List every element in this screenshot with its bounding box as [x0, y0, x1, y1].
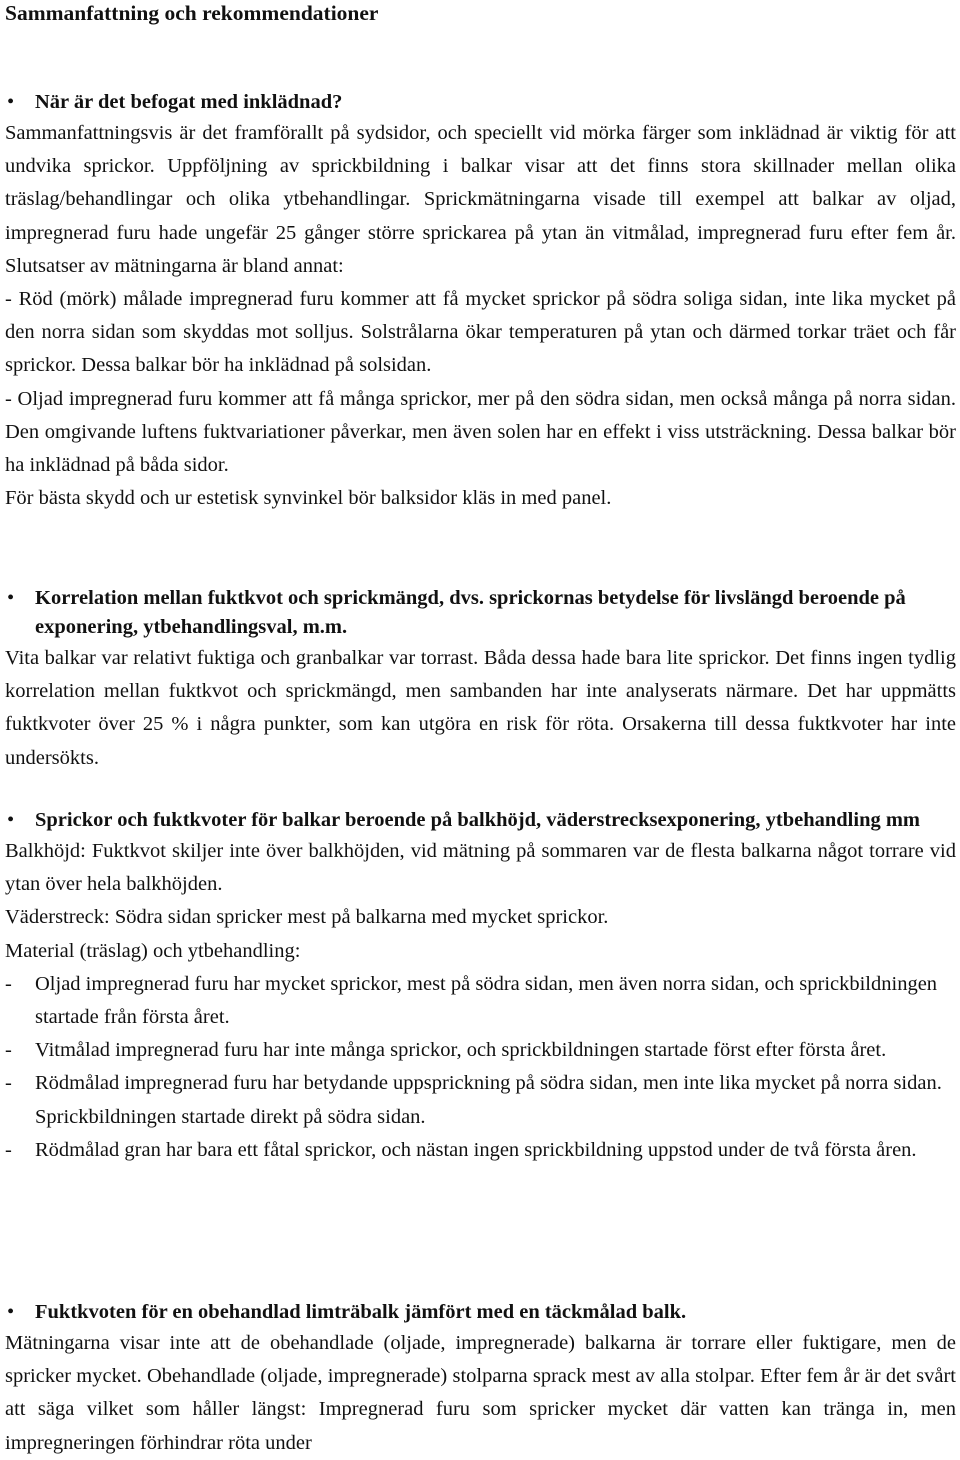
section-fuktkvot-limtra [5, 1298, 956, 1460]
list-item-text: Rödmålad impregnerad furu har betydande uppsprickning på södra sidan, men inte lika mycket på norra sidan. Sprickbildningen startade direkt på södra sidan. [35, 1072, 942, 1128]
section-korrelation [5, 584, 956, 775]
paragraph: Sammanfattningsvis är det framförallt på sydsidor, och speciellt vid mörka färger som inklädnad är viktig för att undvika sprickor. Uppföljning av sprickbildning i balkar visar att det finns stora skillnader mellan olika träslag/behandlingar och olika ytbehandlingar. Sprickmätningarna visade till exempel att balkar av oljad, impregnerad furu hade ungefär 25 gånger större sprickarea på ytan än vitmålad, impregnerad furu efter fem år. Slutsatser av mätningarna är bland annat: [5, 122, 956, 277]
bullet-icon: • [7, 587, 15, 609]
list-item-text: Oljad impregnerad furu har mycket sprickor, mest på södra sidan, men även norra sidan, och sprickbildningen startade från första året. [35, 972, 938, 1029]
bullet-icon: • [7, 809, 15, 831]
list-item [5, 1134, 956, 1167]
list-item [5, 968, 956, 1034]
list-item-text: Vitmålad impregnerad furu har inte många sprickor, och sprickbildningen startade först efter första året. [35, 1039, 887, 1062]
section-heading [5, 1298, 956, 1327]
paragraph: Väderstreck: Södra sidan spricker mest på balkarna med mycket sprickor. [5, 906, 609, 929]
section-heading-text: Sprickor och fuktkvoter för balkar beroende på balkhöjd, väderstrecksexponering, ytbehandling mm [35, 809, 921, 831]
paragraph: Material (träslag) och ytbehandling: [5, 939, 301, 962]
section-heading [5, 806, 956, 835]
list-item-text: Rödmålad gran har bara ett fåtal sprickor, och nästan ingen sprickbildning uppstod under de två första åren. [35, 1138, 917, 1161]
paragraph: Vita balkar var relativt fuktiga och granbalkar var torrast. Båda dessa hade bara lite sprickor. Det finns ingen tydlig korrelation mellan fuktkvot och sprickmängd, men sambanden har inte analyserats närmare. Det har uppmätts fuktkvoter över 25 % i några punkter, som kan utgöra en risk för röta. Orsakerna till dessa fuktkvoter har inte undersökts. [5, 647, 956, 769]
paragraph: - Oljad impregnerad furu kommer att få många sprickor, mer på den södra sidan, men också många på norra sidan. Den omgivande luftens fuktvariationer påverkar, men även solen har en effekt i viss utsträckning. Dessa balkar bör ha inklädnad på båda sidor. [5, 387, 956, 477]
dash-marker: - [5, 1138, 12, 1161]
page-title: Sammanfattning och rekommendationer [5, 1, 379, 25]
section-heading-text: Fuktkvoten för en obehandlad limträbalk jämfört med en täckmålad balk. [35, 1301, 687, 1323]
dash-marker: - [5, 972, 12, 995]
section-inkladnad [5, 88, 956, 515]
dash-marker: - [5, 1039, 12, 1062]
list-item [5, 1067, 956, 1133]
list-item [5, 1034, 956, 1067]
section-heading-text: Korrelation mellan fuktkvot och sprickmängd, dvs. sprickornas betydelse för livslängd beroende på exponering, ytbehandlingsval, m.m. [35, 587, 906, 638]
section-heading [5, 88, 956, 117]
dash-marker: - [5, 1072, 12, 1095]
section-heading [5, 584, 956, 642]
bullet-icon: • [7, 1301, 15, 1323]
section-heading-text: När är det befogat med inklädnad? [35, 91, 343, 113]
section-balkhojd [5, 806, 956, 1167]
paragraph: För bästa skydd och ur estetisk synvinkel bör balksidor kläs in med panel. [5, 487, 612, 510]
paragraph: Mätningarna visar inte att de obehandlade (oljade, impregnerade) balkarna är torrare eller fuktigare, men de spricker mycket. Obehandlade (oljade, impregnerade) stolparna sprack mest av alla stolpar. Efter fem år är det svårt att säga vilket som håller längst: Impregnerad furu som spricker mycket där vatten kan tränga in, men impregneringen förhindrar röta under [5, 1332, 956, 1454]
paragraph: - Röd (mörk) målade impregnerad furu kommer att få mycket sprickor på södra soliga sidan, inte lika mycket på den norra sidan som skyddas mot solljus. Solstrålarna ökar temperaturen på ytan och därmed torkar träet och får sprickor. Dessa balkar bör ha inklädnad på solsidan. [5, 288, 956, 377]
bullet-icon: • [7, 91, 15, 113]
paragraph: Balkhöjd: Fuktkvot skiljer inte över balkhöjden, vid mätning på sommaren var de flesta balkarna något torrare vid ytan över hela balkhöjden. [5, 840, 956, 896]
